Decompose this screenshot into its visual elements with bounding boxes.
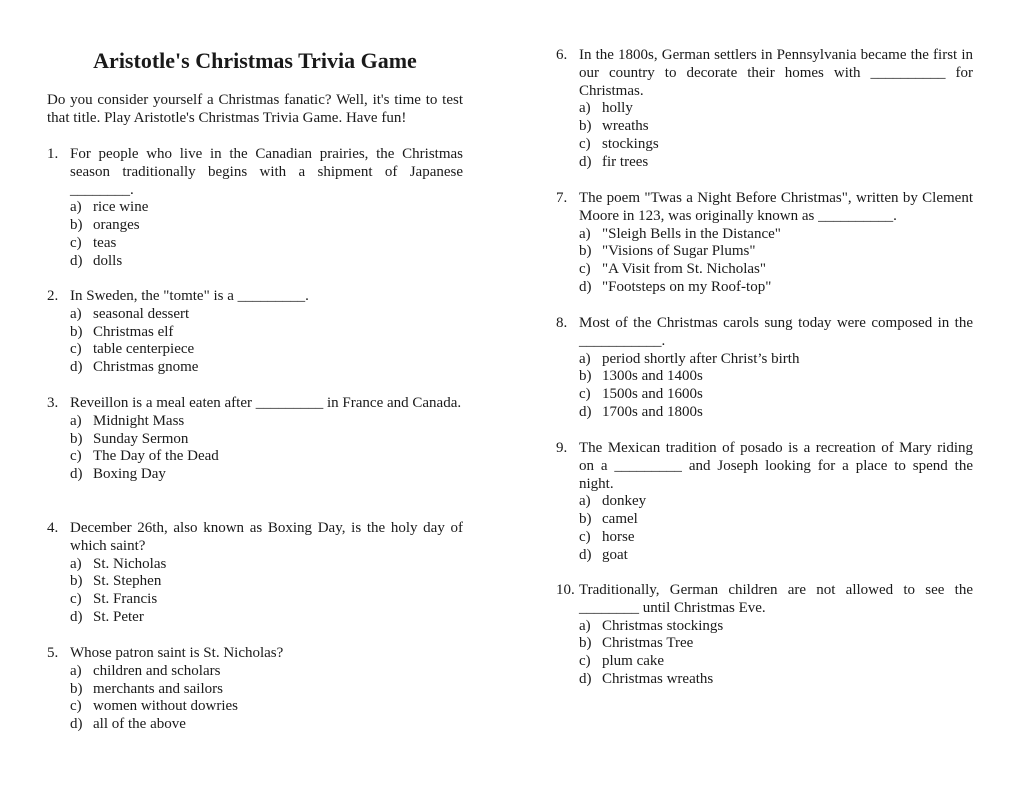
option-text: "A Visit from St. Nicholas" — [602, 261, 766, 278]
answer-option — [70, 466, 463, 484]
option-text: 1700s and 1800s — [602, 403, 703, 420]
option-text: St. Nicholas — [93, 555, 167, 572]
question-text: Reveillon is a meal eaten after _________ in France and Canada. — [70, 395, 462, 411]
option-letter: a) — [579, 100, 591, 117]
option-letter: c) — [70, 341, 82, 358]
answer-option — [70, 217, 463, 235]
answer-option — [70, 199, 463, 217]
answer-option — [579, 511, 973, 529]
option-text: fir trees — [602, 153, 649, 170]
option-text: seasonal dessert — [93, 305, 190, 322]
option-text: Boxing Day — [93, 466, 166, 483]
question-text: The Mexican tradition of posado is a recreation of Mary riding on a _________ and Joseph looking for a place to spend the night. — [579, 440, 973, 492]
option-letter: a) — [70, 199, 82, 216]
answer-option — [70, 306, 463, 324]
answer-option — [70, 359, 463, 377]
option-text: horse — [602, 528, 635, 545]
question-1 — [47, 146, 463, 271]
question-number: 1. — [47, 146, 59, 162]
option-text: Christmas Tree — [602, 635, 694, 652]
question-10 — [556, 582, 973, 689]
option-letter: a) — [70, 555, 82, 572]
option-text: Christmas gnome — [93, 359, 199, 376]
answer-option — [70, 716, 463, 734]
answer-option — [70, 341, 463, 359]
option-text: "Sleigh Bells in the Distance" — [602, 225, 781, 242]
option-text: 1300s and 1400s — [602, 368, 703, 385]
answer-options — [70, 556, 463, 627]
question-text: For people who live in the Canadian prairies, the Christmas season traditionally begins with a shipment of Japanese ________. — [70, 146, 463, 198]
intro-text: Do you consider yourself a Christmas fanatic? Well, it's time to test that title. Play Aristotle's Christmas Trivia Game. Have fun! — [47, 92, 463, 126]
question-number: 8. — [556, 315, 568, 331]
option-text: 1500s and 1600s — [602, 386, 703, 403]
option-text: period shortly after Christ’s birth — [602, 350, 800, 367]
question-number: 5. — [47, 645, 59, 661]
option-letter: b) — [70, 680, 83, 697]
option-letter: c) — [579, 528, 591, 545]
question-number: 4. — [47, 520, 59, 536]
question-number: 10. — [556, 582, 575, 598]
answer-options — [70, 306, 463, 377]
option-text: camel — [602, 511, 638, 528]
option-text: donkey — [602, 493, 647, 510]
option-text: "Footsteps on my Roof-top" — [602, 278, 772, 295]
question-number: 6. — [556, 47, 568, 63]
answer-options — [579, 351, 973, 422]
answer-options — [579, 100, 973, 171]
option-text: merchants and sailors — [93, 680, 223, 697]
option-text: Christmas elf — [93, 323, 174, 340]
answer-option — [579, 351, 973, 369]
answer-option — [579, 100, 973, 118]
answer-option — [70, 573, 463, 591]
option-letter: d) — [579, 403, 592, 420]
option-letter: d) — [579, 153, 592, 170]
option-text: dolls — [93, 252, 123, 269]
answer-option — [579, 404, 973, 422]
option-letter: b) — [70, 323, 83, 340]
question-4 — [47, 520, 463, 627]
option-letter: c) — [579, 261, 591, 278]
answer-option — [70, 431, 463, 449]
option-text: The Day of the Dead — [93, 448, 219, 465]
question-text: The poem "Twas a Night Before Christmas", written by Clement Moore in 123, was originally known as __________. — [579, 190, 973, 224]
answer-options — [70, 199, 463, 270]
question-number: 3. — [47, 395, 59, 411]
option-text: St. Francis — [93, 591, 158, 608]
answer-option — [70, 253, 463, 271]
answer-options — [579, 618, 973, 689]
answer-option — [579, 618, 973, 636]
question-number: 2. — [47, 288, 59, 304]
answer-option — [579, 653, 973, 671]
option-letter: c) — [579, 386, 591, 403]
question-9 — [556, 440, 973, 565]
answer-option — [579, 671, 973, 689]
answer-option — [579, 261, 973, 279]
question-number: 9. — [556, 440, 568, 456]
option-letter: d) — [70, 608, 83, 625]
answer-option — [579, 118, 973, 136]
option-text: children and scholars — [93, 662, 221, 679]
option-letter: c) — [70, 448, 82, 465]
question-7 — [556, 190, 973, 297]
answer-option — [70, 698, 463, 716]
answer-option — [579, 547, 973, 565]
option-text: Christmas stockings — [602, 617, 724, 634]
answer-option — [70, 324, 463, 342]
option-letter: a) — [579, 493, 591, 510]
option-letter: b) — [70, 217, 83, 234]
option-letter: d) — [70, 716, 83, 733]
question-number: 7. — [556, 190, 568, 206]
option-letter: a) — [579, 617, 591, 634]
answer-options — [70, 413, 463, 484]
option-letter: b) — [579, 243, 592, 260]
option-text: goat — [602, 546, 628, 563]
answer-option — [579, 226, 973, 244]
option-text: holly — [602, 100, 633, 117]
option-letter: d) — [579, 670, 592, 687]
answer-option — [579, 386, 973, 404]
option-text: St. Stephen — [93, 573, 162, 590]
option-letter: c) — [70, 698, 82, 715]
answer-option — [579, 368, 973, 386]
option-letter: c) — [70, 591, 82, 608]
question-text: In Sweden, the "tomte" is a _________. — [70, 288, 309, 304]
option-letter: d) — [70, 252, 83, 269]
question-text: December 26th, also known as Boxing Day, is the holy day of which saint? — [70, 520, 463, 554]
option-text: plum cake — [602, 653, 665, 670]
option-text: oranges — [93, 217, 140, 234]
answer-option — [70, 663, 463, 681]
option-letter: b) — [579, 368, 592, 385]
answer-option — [579, 154, 973, 172]
option-letter: b) — [70, 573, 83, 590]
question-8 — [556, 315, 973, 422]
answer-option — [70, 448, 463, 466]
answer-option — [70, 609, 463, 627]
option-letter: b) — [70, 430, 83, 447]
question-text: Whose patron saint is St. Nicholas? — [70, 645, 284, 661]
option-letter: a) — [579, 225, 591, 242]
option-letter: b) — [579, 511, 592, 528]
page-title: Aristotle's Christmas Trivia Game — [93, 48, 417, 73]
answer-option — [579, 493, 973, 511]
question-text: Most of the Christmas carols sung today were composed in the ___________. — [579, 315, 973, 349]
answer-option — [579, 243, 973, 261]
option-letter: a) — [70, 662, 82, 679]
option-text: all of the above — [93, 716, 186, 733]
option-letter: c) — [579, 135, 591, 152]
option-letter: d) — [579, 546, 592, 563]
option-letter: a) — [70, 305, 82, 322]
answer-option — [70, 681, 463, 699]
option-text: Midnight Mass — [93, 412, 185, 429]
question-text: In the 1800s, German settlers in Pennsylvania became the first in our country to decorate their homes with __________ for Christmas. — [579, 47, 973, 99]
option-text: rice wine — [93, 199, 149, 216]
question-text: Traditionally, German children are not allowed to see the ________ until Christmas Eve. — [579, 582, 973, 616]
answer-options — [579, 493, 973, 564]
option-text: table centerpiece — [93, 341, 195, 358]
option-text: Christmas wreaths — [602, 670, 714, 687]
answer-option — [579, 136, 973, 154]
answer-option — [579, 635, 973, 653]
option-letter: d) — [70, 466, 83, 483]
option-text: teas — [93, 234, 117, 251]
answer-option — [579, 529, 973, 547]
option-letter: a) — [70, 412, 82, 429]
option-text: wreaths — [602, 118, 649, 135]
question-5 — [47, 645, 463, 734]
answer-option — [70, 235, 463, 253]
answer-option — [579, 279, 973, 297]
option-letter: c) — [579, 653, 591, 670]
answer-option — [70, 556, 463, 574]
option-text: St. Peter — [93, 608, 144, 625]
answer-options — [579, 226, 973, 297]
option-letter: b) — [579, 118, 592, 135]
option-letter: c) — [70, 234, 82, 251]
option-letter: d) — [70, 359, 83, 376]
question-2 — [47, 288, 463, 377]
answer-option — [70, 413, 463, 431]
option-text: Sunday Sermon — [93, 430, 189, 447]
question-3 — [47, 395, 463, 484]
answer-option — [70, 591, 463, 609]
option-letter: d) — [579, 278, 592, 295]
option-text: "Visions of Sugar Plums" — [602, 243, 756, 260]
option-letter: b) — [579, 635, 592, 652]
option-text: stockings — [602, 135, 659, 152]
option-text: women without dowries — [93, 698, 238, 715]
question-6 — [556, 47, 973, 172]
answer-options — [70, 663, 463, 734]
option-letter: a) — [579, 350, 591, 367]
